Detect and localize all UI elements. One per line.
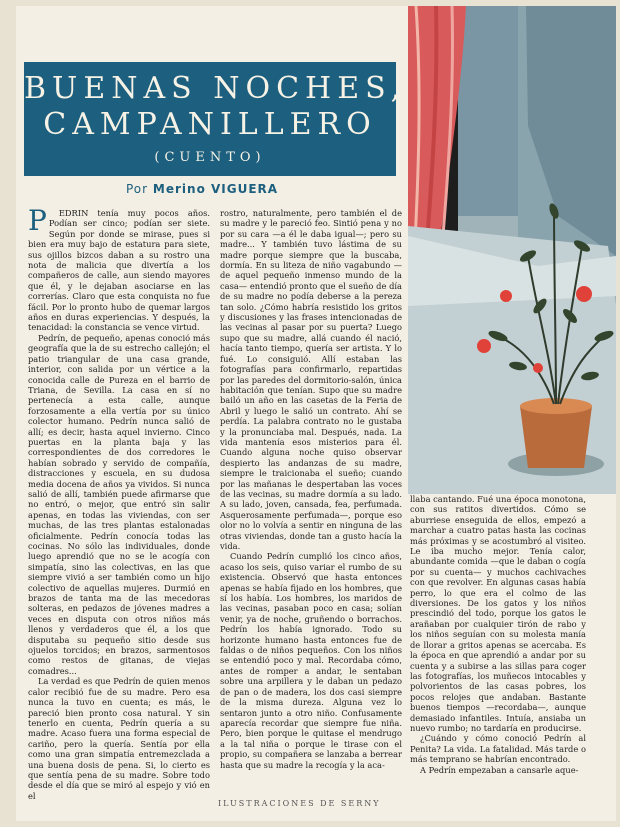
paragraph: rostro, naturalmente, pero también el de su madre y le pareció feo. Sintió pena y no por su cara —a él le daba igual—; pero su madre... Y también tuvo lástima de su madre porque siempre que la buscaba, dormía. En su liteza de niño vagabundo —de aquel pequeño inmenso mundo de la casa— entendió pronto que el sueño de día de su madre no podía deberse a la pereza tan solo. ¿Cómo habría resistido los gritos y discusiones y las frases intencionadas de las vecinas al pasar por su puerta? Luego supo que su madre, allá cuando él nació, hacía tanto tiempo, quería ser artista. Y lo fué. Lo consiguió. Allí estaban las fotografías para confirmarlo, repartidas por las paredes del dormitorio-salón, única habitación que tenían. Supo que su madre bailó un año en las casetas de la Feria de Abril y luego le salió un contrato. Ahí se perdía. La palabra contrato no le gustaba y la pronunciaba mal. Después, nada. La vida mantenía esos misterios para él. Cuando alguna noche quiso observar despierto las andanzas de su madre, siempre le traicionaba el sueño; cuando por las mañanas le despertaban las voces de las vecinas, su madre dormía a su lado. A su lado, joven, cansada, fea, perfumada. Asquerosamente perfumada—, porque eso olor no lo volvía a sentir en ninguna de las otras viviendas, donde tan a gusto hacía la vida. [220,208,402,551]
paragraph: Cuando Pedrín cumplió los cinco años, acaso los seis, quiso variar el rumbo de su existencia. Observó que hasta entonces apenas se había fijado en los hombres, que sí los había. Los hombres, los maridos de las vecinas, pasaban poco en casa; solían venir, ya de noche, gruñendo o borrachos. Pedrín los había ignorado. Todo su horizonte humano hasta entonces fue de faldas o de niños pequeños. Con los niños se entendió poco y mal. Recordaba cómo, antes de romper a andar, le sentaban sobre una arpillera y le daban un pedazo de pan o de madera, los dos casi siempre de la misma dureza. Alguna vez lo sentaron junto a otro niño. Confusamente aparecía recordar que siempre fue niña. Pero, bien porque le quitase el mendrugo a la tal niña o porque le tirase con el propio, su compañera se lanzaba a berrear hasta que su madre la recogía y la aca- [220,551,402,770]
paragraph: Pedrín, de pequeño, apenas conoció más geografía que la de su estrecho callejón; el patio triangular de una casa grande, interior, con salida por un vértice a la conocida calle de Pureza en el barrio de Triana, de Sevilla. La casa en sí no pertenecía a esta calle, aunque forzosamente a ella vertía por su único colector humano. Pedrín nunca salió de allí; es decir, hasta aquel invierno. Cinco puertas en la planta baja y las correspondientes de dos corredores le habían sobrado y servido de compañía, distracciones y escuela, en su dudosa media docena de años ya vividos. Si nunca salió de allí, también puede afirmarse que no entró, o mejor, que entró sin salir apenas, en todas las viviendas, con ser muchas, de las tres plantas estalonadas oficialmente. Pedrín conocía todas las cocinas. No sólo las individuales, donde luego aprendió que no se le acogía con simpatía, sino las colectivas, en las que siempre vivió a ser también como un hijo colectivo de aquellas mujeres. Durmió en brazos de tanta ma de las mecedoras solteras, en pedazos de jóvenes madres a veces en disputa con otros niños más llenos y verdaderos que él, a los que disputaba su pequeño sitio desde sus ojuelos torcidos; en brazos, sarmentosos como restos de gitanas, de viejas comadres... [28,332,210,676]
text-column-1 [28,204,210,801]
flower-pot-window-illustration [408,6,616,494]
paragraph-text: EDRIN tenía muy pocos años. Podían ser cinco; podían ser siete. Según por donde se mirase, pues si bien era muy bajo de estatura para siete, sus ojillos bizcos daban a su rostro una nota de malicia que divertía a los compañeros de calle, aun siendo mayores que él, y le dejaban asociarse en las correrías. Claro que esta conquista no fue fácil. Por lo pronto hubo de quemar largos años en duras experiencias. Y después, la tenacidad: la constancia se vence virtud. [28,208,210,333]
flower-pot-window-icon [408,6,616,494]
paragraph: ¿Cuándo y cómo conoció Pedrín al Penita? La vida. La fatalidad. Más tarde o más temprano se habrían encontrado. [410,733,586,765]
paragraph: A Pedrín empezaban a cansarle aque- [420,764,579,775]
drop-cap: P [28,204,47,237]
byline [126,182,336,196]
article-title-line-1: BUENAS NOCHES, [24,71,407,106]
text-column-2 [220,208,402,794]
article-subtitle: (CUENTO) [154,150,266,165]
paragraph: La verdad es que Pedrín de quien menos calor recibió fue de su madre. Pero esa nunca la tuvo en cuenta; es más, le pareció bien pronto cosa natural. Y sin tenerlo en cuenta, Pedrín quería a su madre. Acaso fuera una forma especial de cariño, pero la quería. Sentía por ella como una gran simpatía entremezclada a una buena dosis de pena. Si, lo cierto es que sentía pena de su madre. Sobre todo desde el día que se miró al espejo y vió en el [28,676,210,801]
paragraph: llaba cantando. Fué una época monotona, con sus ratitos divertidos. Cómo se aburriese enseguida de ellos, empezó a marchar a cuatro patas hasta las cocinas más próximas y se acostumbró al visiteo. Le iba mucho mejor. Tenía calor, abundante comida —que le daban o cogía por su cuenta— y muchos cachivaches con que revolver. En algunas casas había perro, lo que era el colmo de las diversiones. De los gatos y los niños prescindió del todo, porque los gatos le arañaban por cualquier tirón de rabo y los niños seguían con su molesta manía de llorar a gritos apenas se acercaba. Es la época en que aprendió a andar por su cuenta y a subirse a las sillas para coger las fotografías, los muñecos intocables y polvorientos de las casas pobres, los pocos relojes que andaban. Bastante buenos tiempos —recordaba—, aunque demasiado infantiles. Intuía, ansiaba un nuevo rumbo; no tardaría en producirse. [410,494,586,733]
illustration-credit: ILUSTRACIONES DE SERNY [218,799,381,808]
title-banner [24,62,407,176]
paragraph [28,204,210,333]
byline-prefix: Por [126,182,149,196]
text-column-3 [410,494,586,818]
article-title-line-2: CAMPANILLERO [43,107,377,142]
author-name: Merino VIGUERA [152,182,279,196]
